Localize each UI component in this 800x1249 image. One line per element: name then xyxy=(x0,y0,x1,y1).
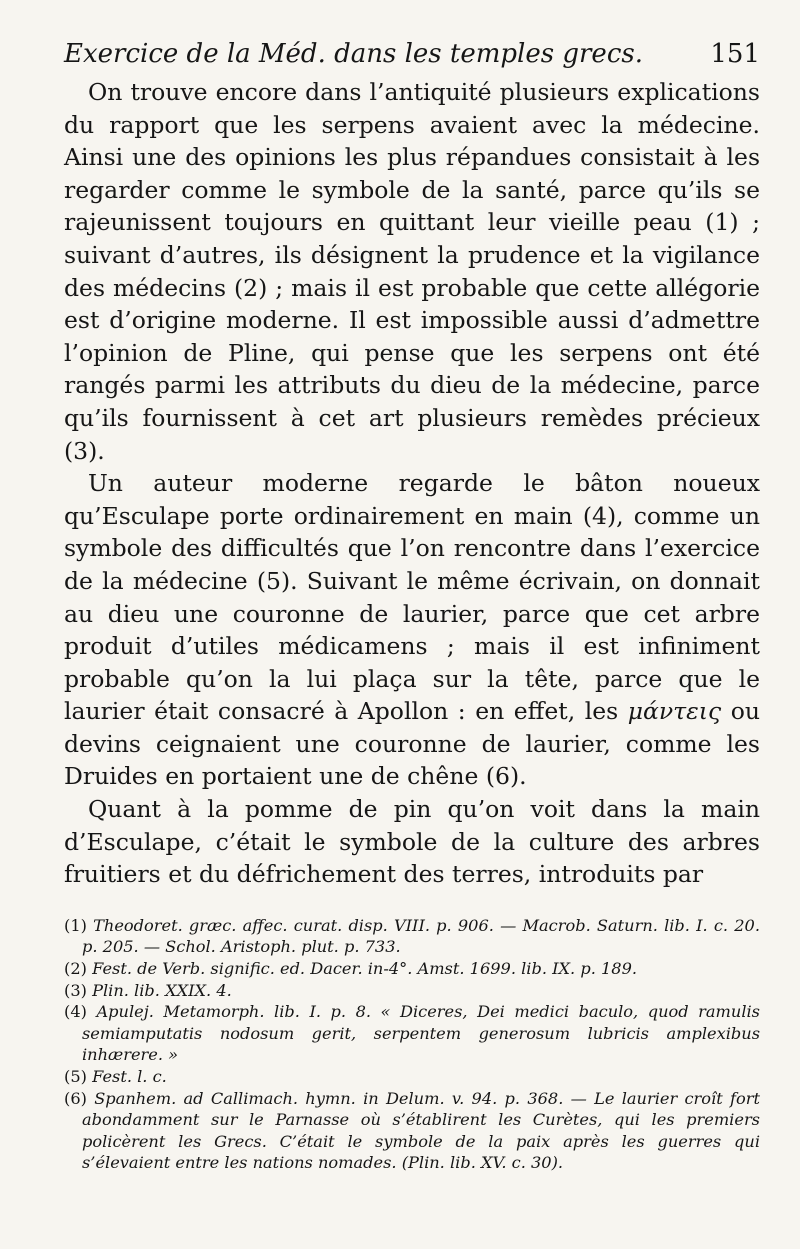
footnote: (2) Fest. de Verb. signific. ed. Dacer. in-4°. Amst. 1699. lib. IX. p. 189. xyxy=(64,959,638,979)
paragraph-2-end: ou devins ceignaient une couronne de laurier, comme les Druides en portaient une de chêne (6). xyxy=(64,697,760,791)
footnote: (4) Apulej. Metamorph. lib. I. p. 8. « Diceres, Dei medici baculo, quod ramulis semiamputatis nodosum gerit, serpentem generosum lubricis amplexibus inhærere. » xyxy=(64,1002,760,1065)
footnote: (3) Plin. lib. XXIX. 4. xyxy=(64,980,232,1000)
footnote: (6) Spanhem. ad Callimach. hymn. in Delum. v. 94. p. 368. — Le laurier croît fort abondamment sur le Parnasse où s’établirent les Curètes, qui les premiers policèrent les Grecs. C’était le symbole de la paix après les guerres qui s’élevaient entre les nations nomades. (Plin. lib. XV. c. 30). xyxy=(64,1088,760,1173)
paragraph-2-start: Un auteur moderne regarde le bâton noueux qu’Esculape porte ordinairement en main (4), comme un symbole des difficultés que l’on rencontre dans l’exercice de la médecine (5). Suivant le même écrivain, on donnait au dieu une couronne de laurier, parce que cet arbre produit d’utiles médicamens ; mais il est infiniment probable qu’on la lui plaça sur la tête, parce que le laurier était consacré à Apollon : en effet, les xyxy=(64,469,760,726)
main-text xyxy=(64,76,760,891)
page-number: 151 xyxy=(710,39,760,69)
footnote: (1) Theodoret. græc. affec. curat. disp. VIII. p. 906. — Macrob. Saturn. lib. I. c. 20. p. 205. — Schol. Aristoph. plut. p. 733. xyxy=(64,915,760,957)
paragraph-2 xyxy=(64,467,760,793)
running-title: Exercice de la Méd. dans les temples grecs. xyxy=(64,39,643,69)
footnotes xyxy=(64,915,760,1174)
greek-word: μάντεις xyxy=(627,697,722,726)
running-header xyxy=(64,36,760,72)
paragraph-1: On trouve encore dans l’antiquité plusieurs explications du rapport que les serpens avaient avec la médecine. Ainsi une des opinions les plus répandues consistait à les regarder comme le symbole de la santé, parce qu’ils se rajeunissent toujours en quittant leur vieille peau (1) ; suivant d’autres, ils désignent la prudence et la vigilance des médecins (2) ; mais il est probable que cette allégorie est d’origine moderne. Il est impossible aussi d’admettre l’opinion de Pline, qui pense que les serpens ont été rangés parmi les attributs du dieu de la médecine, parce qu’ils fournissent à cet art plusieurs remèdes précieux (3). xyxy=(64,78,760,465)
footnote: (5) Fest. l. c. xyxy=(64,1067,167,1086)
paragraph-3: Quant à la pomme de pin qu’on voit dans la main d’Esculape, c’était le symbole de la culture des arbres fruitiers et du défrichement des terres, introduits par xyxy=(64,795,760,889)
